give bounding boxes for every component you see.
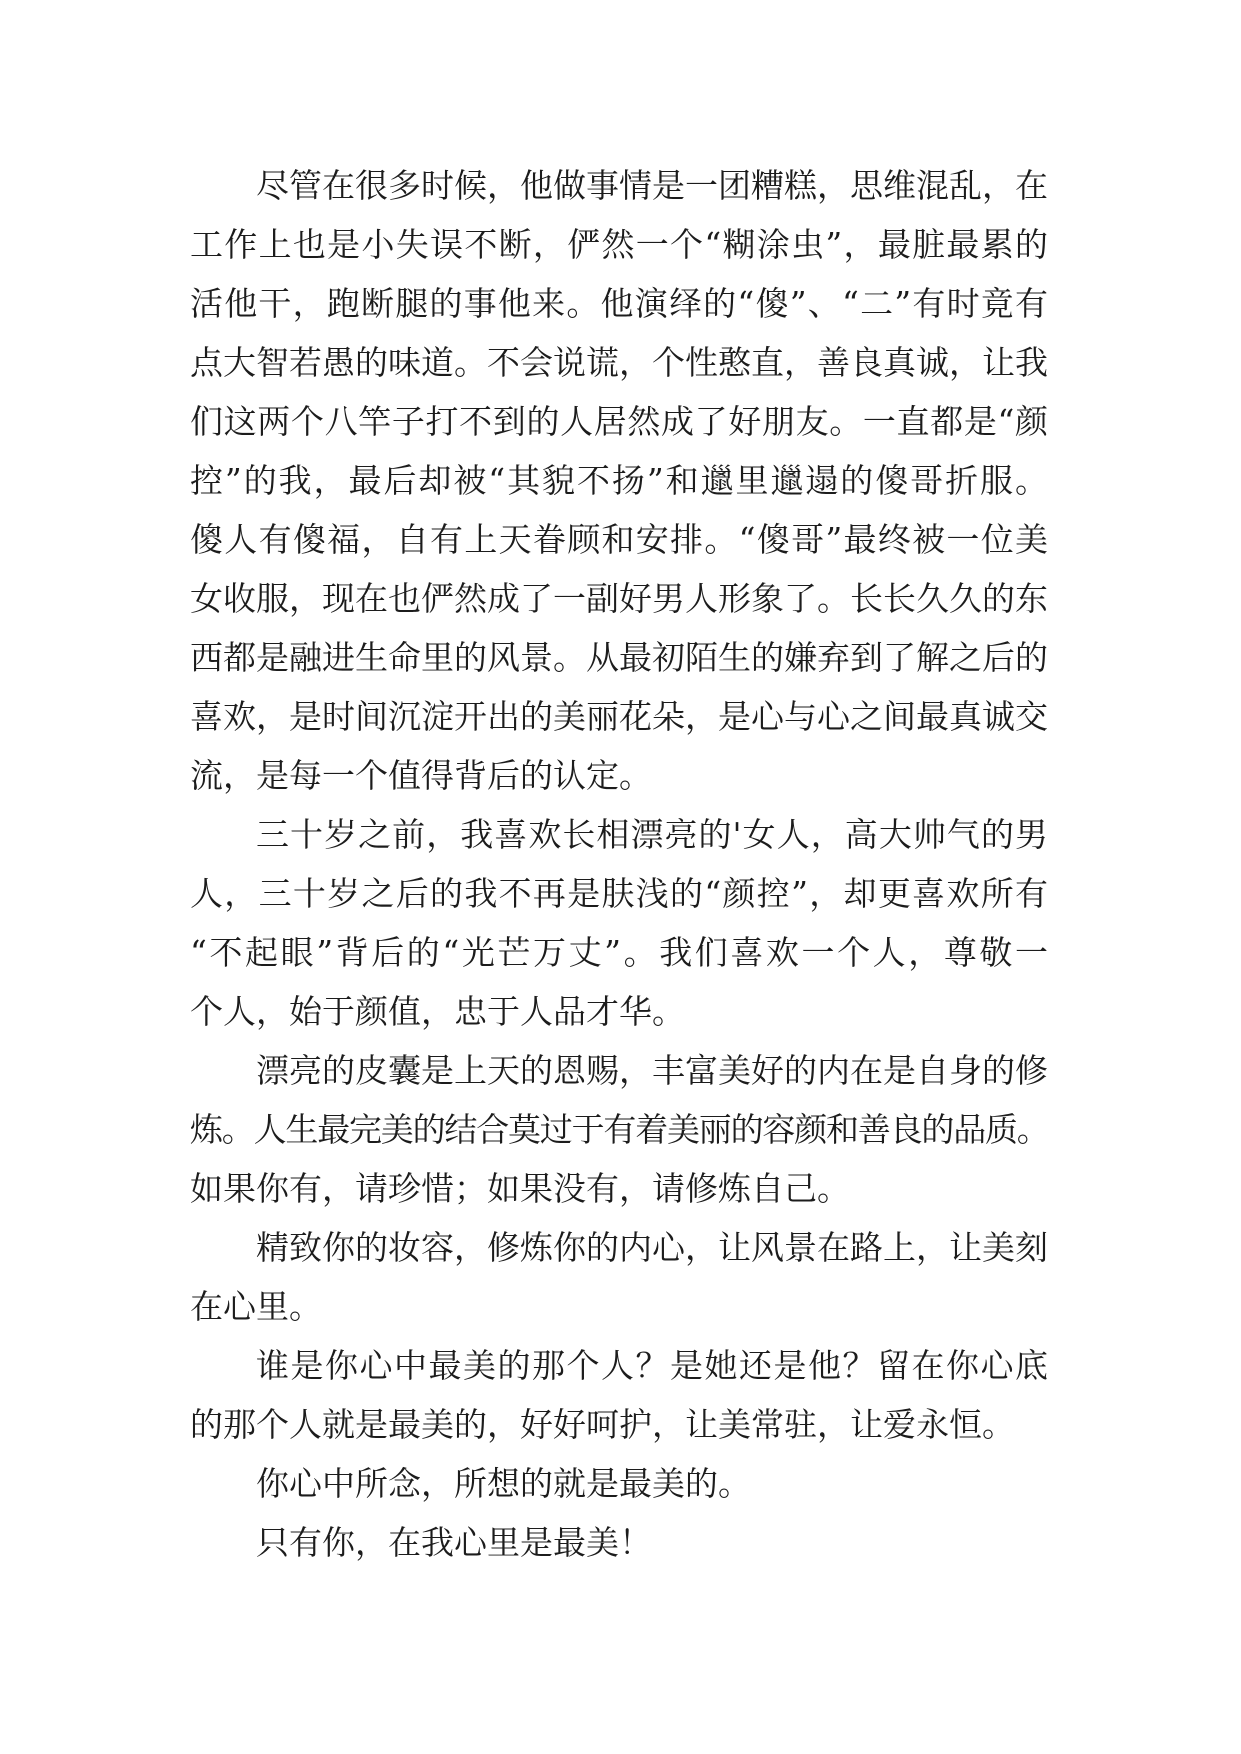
paragraph-line: 工作上也是小失误不断，俨然一个“糊涂虫”，最脏最累的 bbox=[190, 225, 1048, 264]
paragraph-line: 三十岁之前，我喜欢长相漂亮的'女人，高大帅气的男 bbox=[256, 815, 1048, 854]
paragraph-line: 们这两个八竿子打不到的人居然成了好朋友。一直都是“颜 bbox=[190, 402, 1048, 441]
paragraph-line: 控”的我，最后却被“其貌不扬”和邋里邋遢的傻哥折服。 bbox=[190, 461, 1048, 500]
paragraph-line: 在心里。 bbox=[190, 1287, 322, 1326]
paragraph-line: 西都是融进生命里的风景。从最初陌生的嫌弃到了解之后的 bbox=[190, 638, 1048, 677]
paragraph bbox=[190, 805, 1048, 1041]
paragraph bbox=[190, 1336, 1048, 1454]
paragraph-line: 漂亮的皮囊是上天的恩赐，丰富美好的内在是自身的修 bbox=[256, 1051, 1048, 1090]
paragraph-line: 个人，始于颜值，忠于人品才华。 bbox=[190, 992, 685, 1031]
document-body bbox=[190, 156, 1048, 1572]
paragraph-line: 只有你，在我心里是最美！ bbox=[256, 1523, 652, 1562]
paragraph-line: 人，三十岁之后的我不再是肤浅的“颜控”，却更喜欢所有 bbox=[190, 874, 1048, 913]
paragraph bbox=[190, 1513, 1048, 1572]
paragraph-line: 流，是每一个值得背后的认定。 bbox=[190, 756, 652, 795]
paragraph-line: 点大智若愚的味道。不会说谎，个性憨直，善良真诚，让我 bbox=[190, 343, 1048, 382]
paragraph-line: 精致你的妆容，修炼你的内心，让风景在路上，让美刻 bbox=[256, 1228, 1048, 1267]
paragraph-line: “不起眼”背后的“光芒万丈”。我们喜欢一个人，尊敬一 bbox=[190, 933, 1048, 972]
paragraph-line: 的那个人就是最美的，好好呵护，让美常驻，让爱永恒。 bbox=[190, 1405, 1015, 1444]
paragraph-line: 女收服，现在也俨然成了一副好男人形象了。长长久久的东 bbox=[190, 579, 1048, 618]
paragraph-line: 如果你有，请珍惜；如果没有，请修炼自己。 bbox=[190, 1169, 850, 1208]
paragraph bbox=[190, 156, 1048, 805]
paragraph-line: 活他干，跑断腿的事他来。他演绎的“傻”、“二”有时竟有 bbox=[190, 284, 1048, 323]
paragraph-line: 炼。人生最完美的结合莫过于有着美丽的容颜和善良的品质。 bbox=[190, 1110, 1049, 1149]
paragraph-line: 傻人有傻福，自有上天眷顾和安排。“傻哥”最终被一位美 bbox=[190, 520, 1048, 559]
paragraph-line: 尽管在很多时候，他做事情是一团糟糕，思维混乱，在 bbox=[256, 166, 1048, 205]
paragraph-line: 喜欢，是时间沉淀开出的美丽花朵，是心与心之间最真诚交 bbox=[190, 697, 1048, 736]
paragraph-line: 你心中所念，所想的就是最美的。 bbox=[256, 1464, 751, 1503]
paragraph bbox=[190, 1454, 1048, 1513]
paragraph-line: 谁是你心中最美的那个人？是她还是他？留在你心底 bbox=[256, 1346, 1048, 1385]
paragraph bbox=[190, 1041, 1048, 1218]
paragraph bbox=[190, 1218, 1048, 1336]
